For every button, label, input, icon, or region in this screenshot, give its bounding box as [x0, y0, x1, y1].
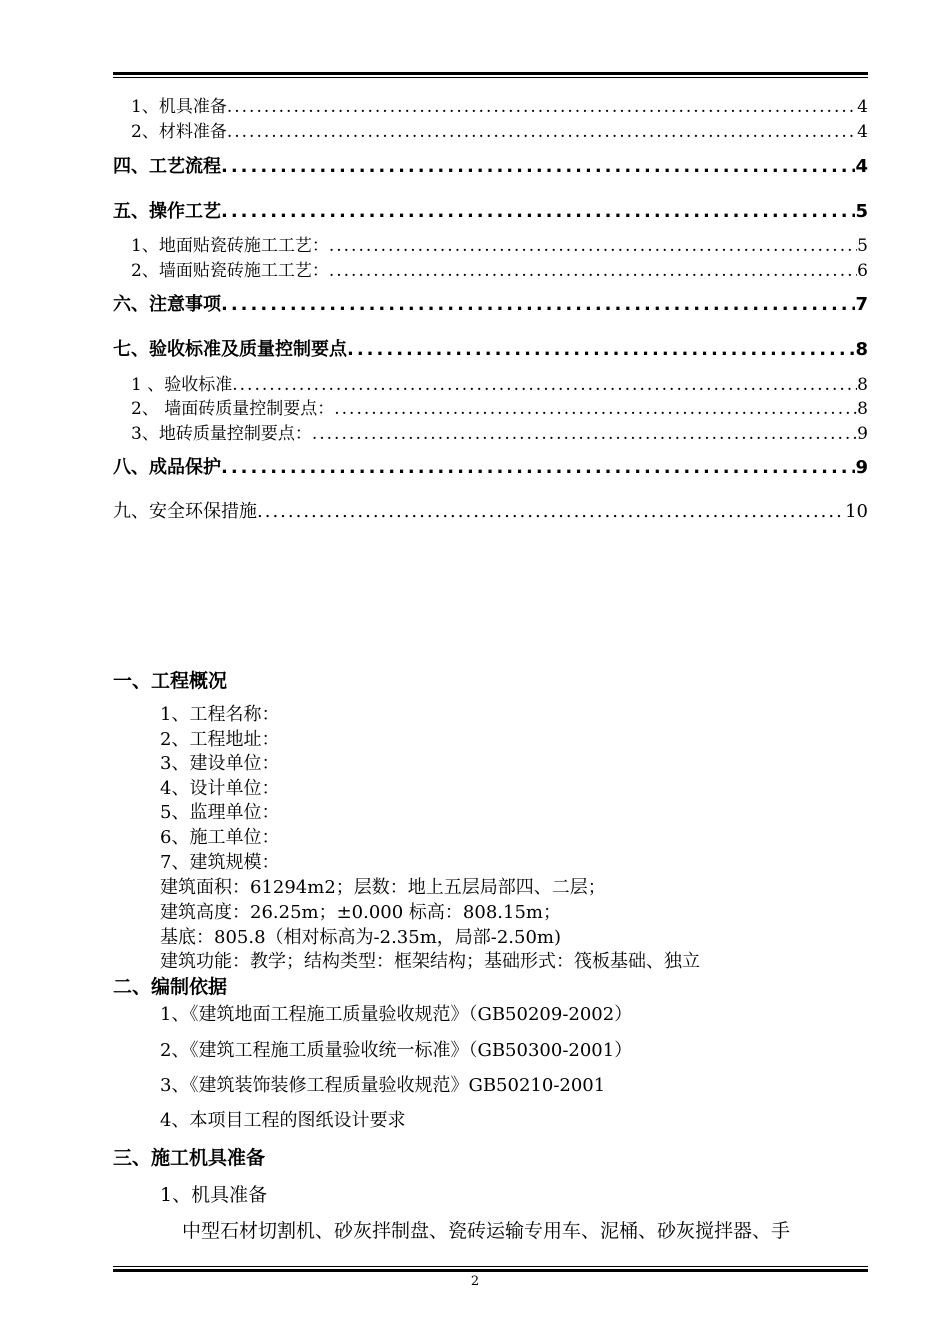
toc-page: 8 [855, 339, 868, 360]
reference-item: 2、《建筑工程施工质量验收统一标准》（GB50300-2001） [160, 1040, 633, 1061]
toc-leader [221, 201, 855, 222]
toc-page: 4 [855, 156, 868, 177]
toc-row[interactable] [113, 152, 868, 178]
list-item: 基底：805.8（相对标高为-2.35m，局部-2.50m) [160, 927, 562, 948]
toc-title: 五、操作工艺 [113, 201, 221, 222]
toc-title: 2、 墙面砖质量控制要点： [131, 399, 335, 419]
toc-row[interactable] [113, 256, 868, 281]
list-item: 2、工程地址： [160, 729, 280, 750]
toc-leader [221, 156, 855, 177]
list-item: 1、工程名称： [160, 704, 280, 725]
list-item: 4、设计单位： [160, 778, 280, 799]
toc-row[interactable] [113, 290, 868, 316]
toc-page: 9 [855, 457, 868, 478]
toc-leader [227, 122, 857, 142]
toc-title: 1 、验收标准 [131, 375, 233, 395]
toc-title: 四、工艺流程 [113, 156, 221, 177]
list-item: 5、监理单位： [160, 802, 280, 823]
list-item: 7、建筑规模： [160, 852, 280, 873]
toc-title: 2、墙面贴瓷砖施工工艺： [131, 261, 329, 281]
list-item: 建筑高度：26.25m；±0.000 标高：808.15m； [160, 902, 561, 923]
toc-leader [312, 424, 857, 444]
toc-title: 3、地砖质量控制要点： [131, 424, 312, 444]
reference-item: 3、《建筑装饰装修工程质量验收规范》GB50210-2001 [160, 1075, 606, 1096]
sub-heading: 1、机具准备 [160, 1184, 268, 1206]
toc-page: 10 [845, 501, 868, 522]
toc-title: 七、验收标准及质量控制要点 [113, 339, 347, 360]
list-item: 建筑功能：教学；结构类型：框架结构；基础形式：筏板基础、独立 [160, 951, 700, 972]
toc-leader [329, 236, 857, 256]
toc-row[interactable] [113, 419, 868, 444]
toc-leader [221, 457, 855, 478]
toc-title: 1、地面贴瓷砖施工工艺： [131, 236, 329, 256]
list-item: 3、建设单位： [160, 753, 280, 774]
toc-row[interactable] [113, 497, 868, 523]
reference-item: 1、《建筑地面工程施工质量验收规范》（GB50209-2002） [160, 1004, 633, 1025]
toc-leader [221, 294, 855, 315]
toc-leader [227, 97, 857, 117]
toc-title: 2、材料准备 [131, 122, 227, 142]
toc-row[interactable] [113, 117, 868, 142]
section-heading: 二、编制依据 [113, 976, 228, 998]
toc-row[interactable] [113, 197, 868, 223]
toc-row[interactable] [113, 92, 868, 117]
toc-leader [347, 339, 855, 360]
footer-rule-thick [113, 1269, 868, 1272]
toc-leader [329, 261, 857, 281]
toc-row[interactable] [113, 370, 868, 395]
toc-title: 八、成品保护 [113, 457, 221, 478]
toc-page: 5 [857, 236, 868, 256]
footer-rule-thin [113, 1266, 868, 1267]
toc-page: 7 [855, 294, 868, 315]
body-paragraph: 中型石材切割机、砂灰拌制盘、瓷砖运输专用车、泥桶、砂灰搅拌器、手 [182, 1220, 791, 1242]
toc-page: 8 [857, 375, 868, 395]
reference-item: 4、本项目工程的图纸设计要求 [160, 1110, 406, 1131]
toc-page: 4 [857, 122, 868, 142]
toc-page: 4 [857, 97, 868, 117]
toc-leader [334, 399, 857, 419]
toc-title: 九、安全环保措施 [113, 501, 257, 522]
header-rule-thin [113, 77, 868, 78]
toc-page: 5 [855, 201, 868, 222]
page-number: 2 [470, 1274, 480, 1289]
toc-row[interactable] [113, 335, 868, 361]
toc-page: 9 [857, 424, 868, 444]
toc-leader [232, 375, 857, 395]
section-heading: 一、工程概况 [113, 670, 228, 692]
toc-title: 1、机具准备 [131, 97, 227, 117]
toc-title: 六、注意事项 [113, 294, 221, 315]
toc-row[interactable] [113, 453, 868, 479]
toc-leader [257, 501, 845, 522]
list-item: 建筑面积：61294m2；层数：地上五层局部四、二层； [160, 877, 606, 898]
header-rule-thick [113, 72, 868, 75]
list-item: 6、施工单位： [160, 827, 280, 848]
section-heading: 三、施工机具准备 [113, 1147, 266, 1169]
toc-row[interactable] [113, 231, 868, 256]
toc-page: 6 [857, 261, 868, 281]
toc-row[interactable] [113, 394, 868, 419]
toc-page: 8 [857, 399, 868, 419]
